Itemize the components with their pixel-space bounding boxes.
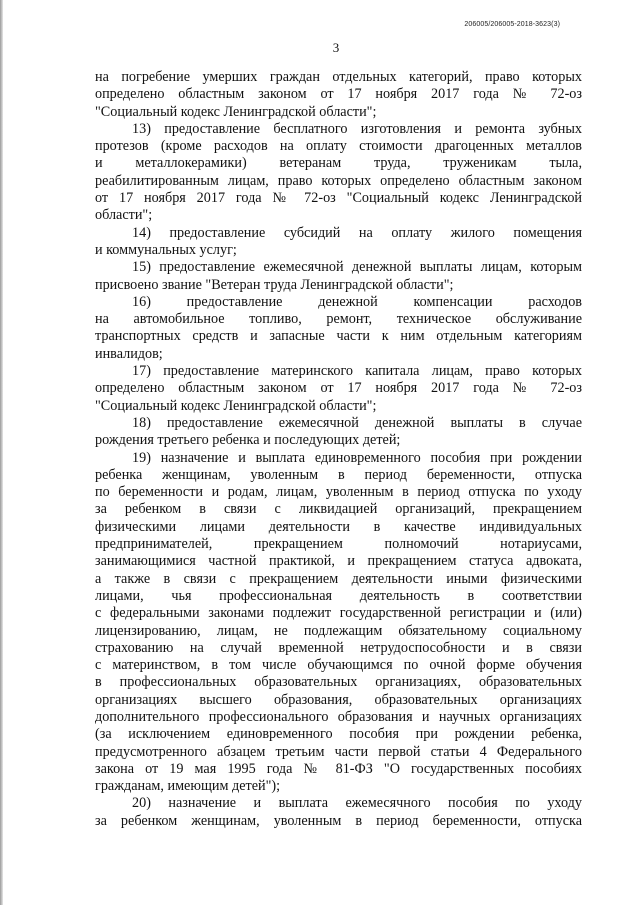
text-line: страхованию на случай временной нетрудоспособности и в связи bbox=[95, 639, 582, 656]
text-line: определено областным законом от 17 ноября 2017 года № 72-оз bbox=[95, 86, 582, 103]
text-line: 14) предоставление субсидий на оплату жилого помещения bbox=[132, 224, 582, 241]
text-line: 19) назначение и выплата единовременного пособия при рождении bbox=[132, 449, 582, 466]
text-line: предусмотренного абзацем третьим части первой статьи 4 Федерального bbox=[95, 743, 582, 760]
text-line: а также в связи с прекращением деятельности иными физическими bbox=[95, 570, 582, 587]
text-line: с материнством, в том числе обучающимся по очной форме обучения bbox=[95, 657, 582, 674]
text-line: "Социальный кодекс Ленинградской области"; bbox=[95, 103, 377, 120]
text-line: на погребение умерших граждан отдельных категорий, право которых bbox=[95, 69, 582, 85]
text-line: ребенка женщинам, уволенным в период беременности, отпуска bbox=[95, 466, 582, 483]
document-body bbox=[95, 69, 582, 830]
text-line: "Социальный кодекс Ленинградской области"; bbox=[95, 397, 377, 414]
text-line: гражданам, имеющим детей"); bbox=[95, 778, 281, 795]
text-line: 17) предоставление материнского капитала лицам, право которых bbox=[132, 363, 582, 380]
text-line: и коммунальных услуг; bbox=[95, 241, 237, 258]
text-line: лицами, чья профессиональная деятельность в соответствии bbox=[95, 587, 582, 604]
text-line: занимающимися частной практикой, и прекращением статуса адвоката, bbox=[95, 553, 582, 570]
text-line: транспортных средств и запасные части к ним отдельным категориям bbox=[95, 328, 582, 345]
document-id: 206005/206005-2018-3623(3) bbox=[464, 21, 560, 28]
text-line: 15) предоставление ежемесячной денежной выплаты лицам, которым bbox=[132, 259, 582, 276]
text-line: 16) предоставление денежной компенсации расходов bbox=[132, 293, 582, 310]
text-line: предпринимателей, прекращением полномочий нотариусами, bbox=[95, 536, 582, 553]
text-line: дополнительного профессионального образования и научных организациях bbox=[95, 708, 582, 725]
page-number: 3 bbox=[332, 40, 340, 55]
text-line: с федеральными законами подлежит государственной регистрации и (или) bbox=[95, 605, 582, 622]
text-line: за ребенком женщинам, уволенным в период беременности, отпуска bbox=[95, 812, 582, 829]
text-line: рождения третьего ребенка и последующих детей; bbox=[95, 432, 401, 449]
text-line: протезов (кроме расходов на оплату стоимости драгоценных металлов bbox=[95, 138, 582, 155]
text-line: 13) предоставление бесплатного изготовления и ремонта зубных bbox=[132, 120, 582, 137]
text-line: области"; bbox=[95, 207, 153, 224]
text-line: реабилитированным лицам, право которых определено областным законом bbox=[95, 172, 582, 189]
text-line: (за исключением единовременного пособия при рождении ребенка, bbox=[95, 726, 582, 743]
text-line: за ребенком в связи с ликвидацией организаций, прекращением bbox=[95, 501, 582, 518]
text-line: и металлокерамики) ветеранам труда, труженикам тыла, bbox=[95, 155, 582, 172]
text-line: на автомобильное топливо, ремонт, техническое обслуживание bbox=[95, 311, 582, 328]
text-line: от 17 ноября 2017 года № 72-оз "Социальный кодекс Ленинградской bbox=[95, 190, 582, 207]
text-line: организациях высшего образования, образовательных организациях bbox=[95, 691, 582, 708]
scan-edge-shadow bbox=[0, 0, 3, 905]
text-line: 18) предоставление ежемесячной денежной выплаты в случае bbox=[132, 414, 582, 431]
text-line: лицензированию, лицам, не подлежащим обязательному социальному bbox=[95, 622, 582, 639]
text-line: закона от 19 мая 1995 года № 81-ФЗ "О государственных пособиях bbox=[95, 760, 582, 777]
text-line: в профессиональных образовательных организациях, образовательных bbox=[95, 674, 582, 691]
text-line: 20) назначение и выплата ежемесячного пособия по уходу bbox=[132, 795, 582, 812]
text-line: присвоено звание "Ветеран труда Ленинградской области"; bbox=[95, 276, 454, 293]
text-line: по беременности и родам, лицам, уволенным в период отпуска по уходу bbox=[95, 484, 582, 501]
text-line: инвалидов; bbox=[95, 345, 163, 362]
text-line: определено областным законом от 17 ноября 2017 года № 72-оз bbox=[95, 380, 582, 397]
text-line: физическими лицами деятельности в качестве индивидуальных bbox=[95, 518, 582, 535]
